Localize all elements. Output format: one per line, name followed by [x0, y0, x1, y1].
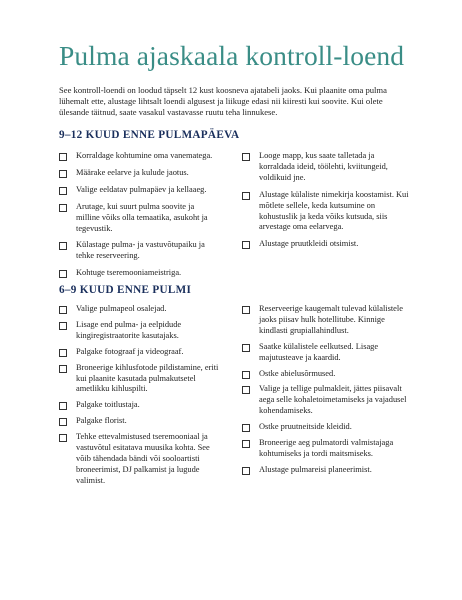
section-6-9-left-column: [59, 304, 219, 487]
checklist-item: [242, 369, 410, 380]
checklist-item-text: Arutage, kui suurt pulma soovite ja milline võiks olla temaatika, asukoht ja tegevustik.: [76, 201, 208, 233]
checkbox[interactable]: [59, 204, 67, 212]
section-heading-6-9: 6–9 KUUD ENNE PULMI: [59, 284, 192, 296]
checklist-item-text: Reserveerige kaugemalt tulevad külalistele jaoks piisav hulk hotellitube. Kinnige kindlasti grupiallahindlust.: [259, 304, 403, 335]
checklist-item: [242, 465, 410, 476]
intro-paragraph: See kontroll-loendi on loodud täpselt 12 kust koosneva ajatabeli jaoks. Kui plaanite oma pulma lühemalt ette, alustage lihtsalt loendi algusest ja liikuge edasi nii kiiresti kui soovite. Kui olete ülesande täitnud, saate vasakul vastavasse ruutu teha linnukese.: [59, 85, 387, 117]
checklist-item-text: Tehke ettevalmistused tseremooniaal ja vastuvõtul esitatava muusika kohta. See võib tähendada bändi või sooloartisti broneerimist, DJ palkamist ja lugude valimist.: [76, 432, 210, 485]
checklist-item: [242, 151, 410, 184]
checklist-item: [59, 400, 219, 411]
section-9-12-left-column: [59, 151, 219, 279]
checklist-item: [59, 151, 219, 162]
checklist-item-text: Broneerige aeg pulmatordi valmistajaga kohtumiseks ja tordi maitsmiseks.: [259, 438, 394, 458]
checklist-item: [59, 268, 219, 279]
checklist-item-text: Valige pulmapeol osalejad.: [76, 304, 167, 313]
section-9-12-right-column: [242, 151, 410, 250]
checkbox[interactable]: [242, 192, 250, 200]
checkbox[interactable]: [59, 242, 67, 250]
checklist-item-text: Külastage pulma- ja vastuvõtupaiku ja tehke reserveering.: [76, 240, 205, 261]
checklist-item: [59, 320, 219, 342]
checkbox[interactable]: [59, 365, 67, 373]
checklist-item: [59, 202, 219, 235]
checklist-item: [242, 190, 410, 234]
section-6-9-right-column: [242, 304, 410, 476]
checkbox[interactable]: [242, 467, 250, 475]
checklist-item-text: Alustage külaliste nimekirja koostamist. Kui mõtlete sellele, keda kutsumine on kohustuslik ja keda võiks kutsuda, siis arvestage oma eelarvega.: [259, 189, 409, 232]
checklist-item-text: Määrake eelarve ja kulude jaotus.: [76, 167, 189, 177]
checkbox[interactable]: [242, 306, 250, 314]
checklist-item-text: Ostke pruutneitside kleidid.: [259, 422, 352, 432]
checkbox[interactable]: [242, 440, 250, 448]
checklist-item-text: Saatke külalistele eelkutsed. Lisage majutusteave ja kaardid.: [259, 341, 379, 362]
checklist-item: [59, 363, 219, 396]
checklist-item-text: Lisage end pulma- ja eelpidude kingiregistraatorite kasutajaks.: [76, 319, 182, 340]
checklist-item-text: Palgake florist.: [76, 416, 127, 426]
checklist-item-text: Ostke abielusõrmused.: [259, 368, 336, 378]
checkbox[interactable]: [59, 170, 67, 178]
checklist-item: [59, 185, 219, 196]
section-heading-9-12: 9–12 KUUD ENNE PULMAPÄEVA: [59, 129, 240, 141]
checklist-item-text: Alustage pulmareisi planeerimist.: [259, 464, 372, 474]
checkbox[interactable]: [242, 424, 250, 432]
checkbox[interactable]: [59, 402, 67, 410]
checklist-item: [59, 432, 219, 487]
checkbox[interactable]: [242, 371, 250, 379]
checklist-item-text: Korraldage kohtumine oma vanematega.: [76, 151, 213, 160]
checklist-item: [242, 304, 410, 337]
checklist-item-text: Broneerige kihlusfotode pildistamine, eriti kui plaanite kasutada pulmakutsetel ametlikku kihluspilti.: [76, 362, 219, 394]
checkbox[interactable]: [59, 153, 67, 161]
checklist-item: [242, 384, 410, 417]
checkbox[interactable]: [59, 306, 67, 314]
checklist-item-text: Looge mapp, kus saate talletada ja korraldada ideid, töölehti, kviitungeid, voldikuid jne.: [259, 151, 388, 182]
checkbox[interactable]: [242, 153, 250, 161]
checkbox[interactable]: [59, 418, 67, 426]
checklist-item: [242, 239, 410, 250]
checkbox[interactable]: [59, 349, 67, 357]
checklist-item: [59, 168, 219, 179]
checklist-item: [59, 416, 219, 427]
page-title: Pulma ajaskaala kontroll-loend: [59, 40, 405, 71]
checkbox[interactable]: [59, 322, 67, 330]
checklist-item-text: Kohtuge tseremooniameistriga.: [76, 268, 182, 278]
checklist-item-text: Valige eeldatav pulmapäev ja kellaaeg.: [76, 184, 207, 194]
checklist-item: [59, 347, 219, 358]
checklist-item: [242, 438, 410, 460]
checklist-item-text: Palgake fotograaf ja videograaf.: [76, 346, 184, 356]
checklist-item: [242, 342, 410, 364]
checkbox[interactable]: [59, 187, 67, 195]
checklist-item: [59, 240, 219, 262]
checkbox[interactable]: [59, 270, 67, 278]
checkbox[interactable]: [242, 241, 250, 249]
checklist-item-text: Alustage pruutkleidi otsimist.: [259, 239, 359, 249]
checkbox[interactable]: [242, 386, 250, 394]
checklist-item-text: Valige ja tellige pulmakleit, jättes piisavalt aega selle kohaletoimetamiseks ja vajadusel kohendamiseks.: [259, 384, 407, 416]
checkbox[interactable]: [59, 434, 67, 442]
checkbox[interactable]: [242, 344, 250, 352]
checklist-item: [242, 422, 410, 433]
checklist-item: [59, 304, 219, 315]
checklist-item-text: Palgake toitlustaja.: [76, 400, 140, 410]
